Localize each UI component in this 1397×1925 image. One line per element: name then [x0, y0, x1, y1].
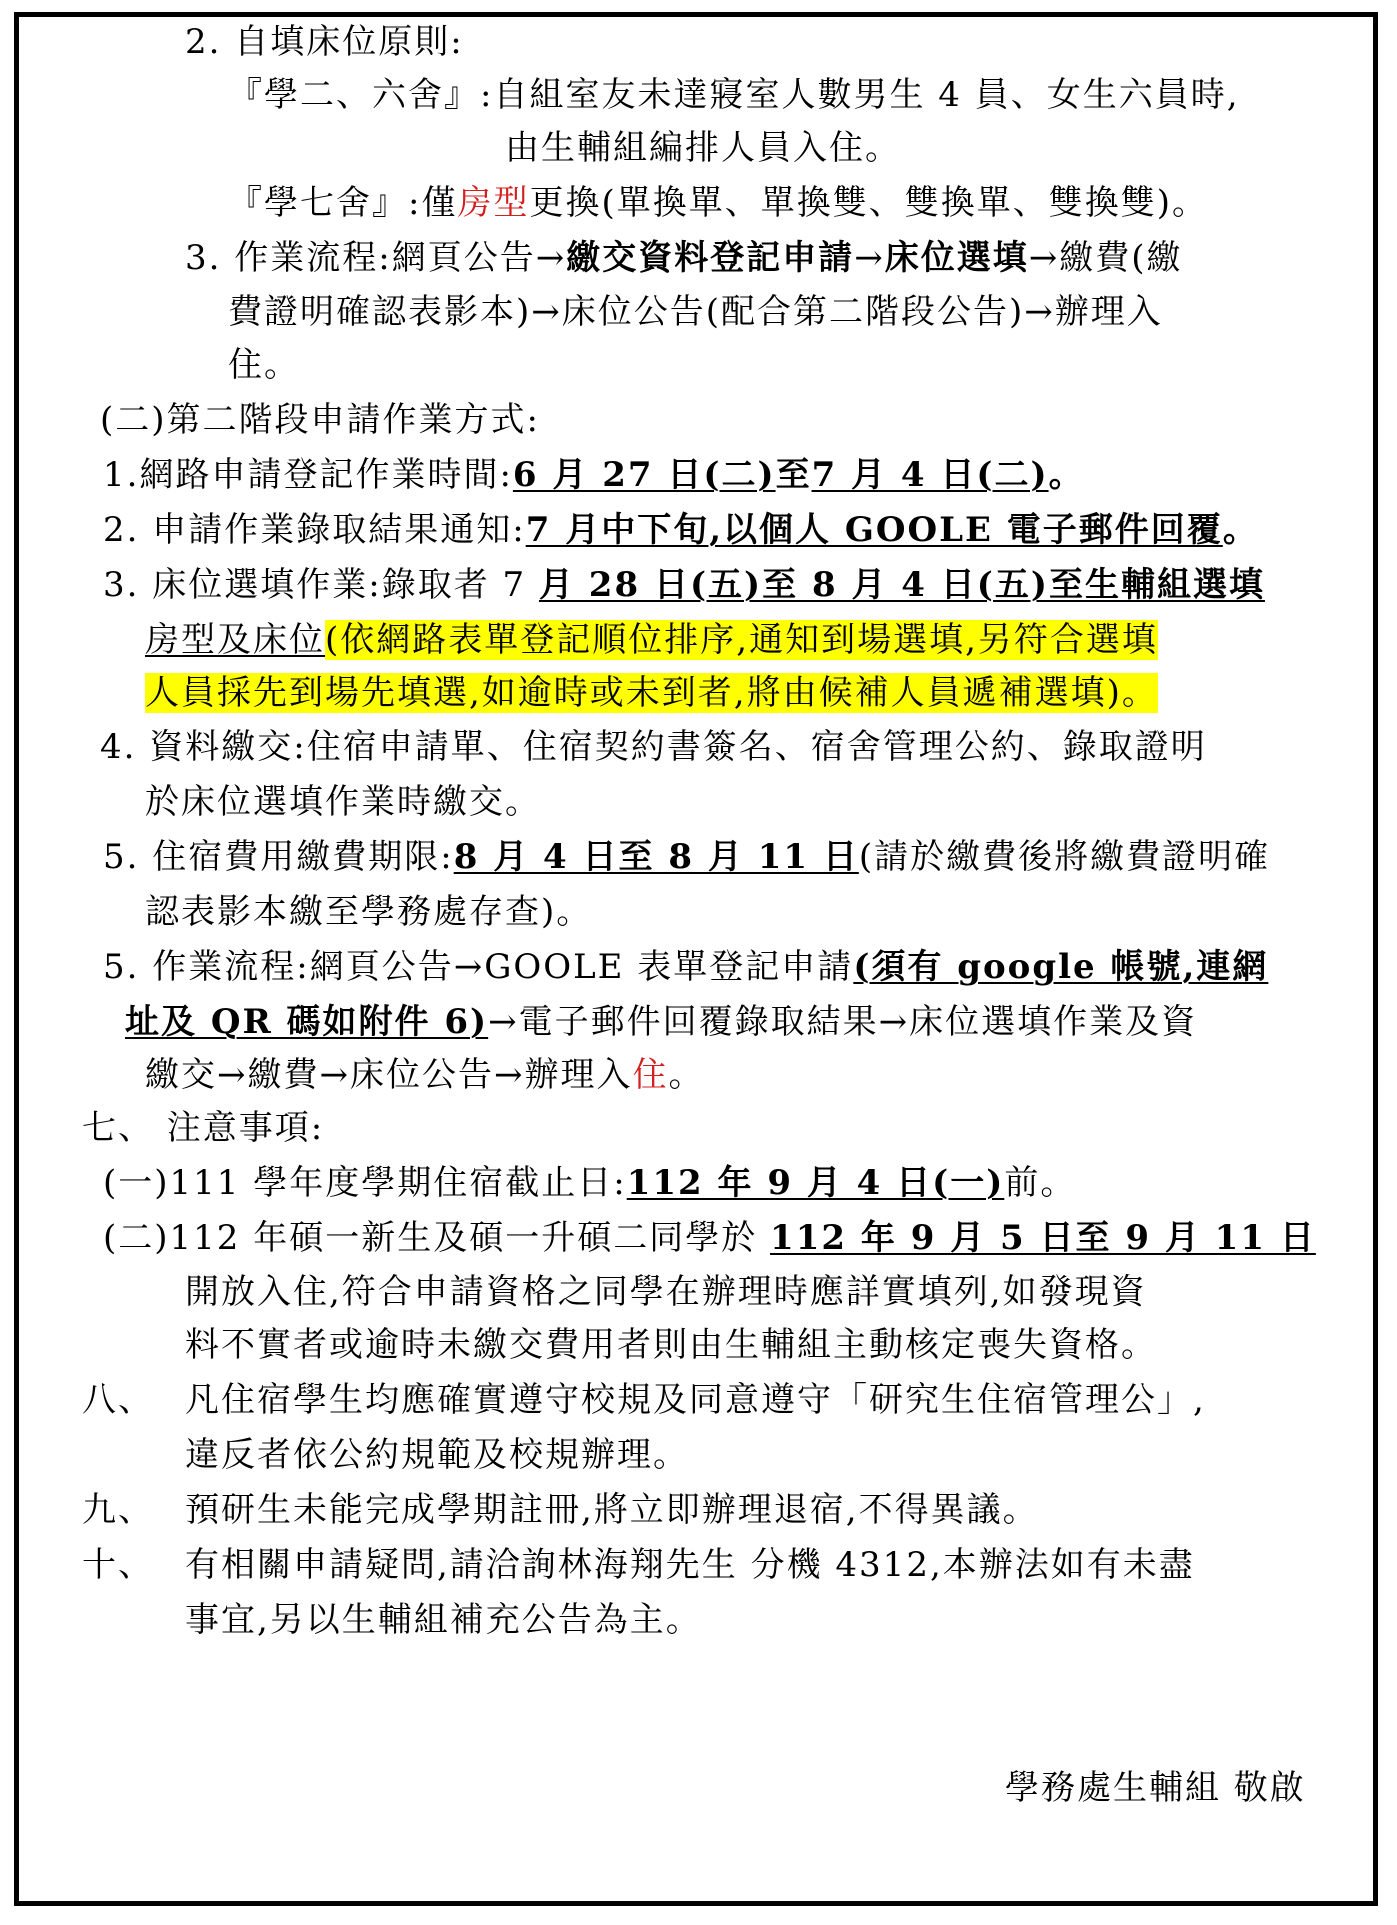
phase2-item-4: 4. 資料繳交:住宿申請單、住宿契約書簽名、宿舍管理公約、錄取證明 — [100, 727, 1207, 767]
highlight-note-1: (依網路表單登記順位排序,通知到場選填,另符合選填 — [325, 620, 1158, 660]
rule-item-3-cont1: 費證明確認表影本)→床位公告(配合第二階段公告)→辦理入 — [228, 292, 1163, 332]
rule-item-2-title: 2. 自填床位原則: — [185, 22, 464, 62]
rule-dorm-2-6-cont: 由生輔組編排人員入住。 — [505, 128, 901, 168]
phase2-item-5: 5. 住宿費用繳費期限:8 月 4 日至 8 月 11 日(請於繳費後將繳費證明確 — [103, 837, 1271, 877]
section-8-text: 凡住宿學生均應確實遵守校規及同意遵守「研究生住宿管理公」, — [185, 1380, 1206, 1420]
phase2-item-6-cont1: 址及 QR 碼如附件 6)→電子郵件回覆錄取結果→床位選填作業及資 — [125, 1002, 1198, 1042]
highlight-note-2: 人員採先到場先填選,如逾時或未到者,將由候補人員遞補選填)。 — [145, 673, 1158, 713]
rule-item-3: 3. 作業流程:網頁公告→繳交資料登記申請→床位選填→繳費(繳 — [185, 238, 1183, 278]
phase2-item-6: 5. 作業流程:網頁公告→GOOLE 表單登記申請(須有 google 帳號,連網 — [103, 947, 1269, 987]
section-8-cont: 違反者依公約規範及校規辦理。 — [185, 1435, 689, 1475]
note-1: (一)111 學年度學期住宿截止日:112 年 9 月 4 日(一)前。 — [103, 1163, 1077, 1203]
phase2-item-4-cont: 於床位選填作業時繳交。 — [145, 782, 541, 822]
section-10-cont: 事宜,另以生輔組補充公告為主。 — [185, 1600, 702, 1640]
notes-heading: 七、 注意事項: — [82, 1108, 325, 1148]
rule-dorm-2-6: 『學二、六舍』:自組室友未達寢室人數男生 4 員、女生六員時, — [228, 75, 1240, 115]
phase2-heading: (二)第二階段申請作業方式: — [100, 400, 540, 440]
section-10-text: 有相關申請疑問,請洽詢林海翔先生 分機 4312,本辦法如有未盡 — [185, 1545, 1195, 1585]
phase2-item-5-cont: 認表影本繳至學務處存查)。 — [145, 892, 593, 932]
phase2-item-1: 1.網路申請登記作業時間:6 月 27 日(二)至7 月 4 日(二)。 — [103, 455, 1085, 495]
section-9-text: 預研生未能完成學期註冊,將立即辦理退宿,不得異議。 — [185, 1490, 1039, 1530]
phase2-item-3: 3. 床位選填作業:錄取者 7 月 28 日(五)至 8 月 4 日(五)至生輔組選填 — [103, 565, 1265, 605]
phase2-item-6-cont2: 繳交→繳費→床位公告→辦理入住。 — [145, 1055, 705, 1095]
section-10-number: 十、 — [82, 1545, 154, 1585]
signature: 學務處生輔組 敬啟 — [1005, 1768, 1306, 1808]
note-2: (二)112 年碩一新生及碩一升碩二同學於 112 年 9 月 5 日至 9 月 11 日 — [103, 1218, 1316, 1258]
phase2-item-3-cont1: 房型及床位(依網路表單登記順位排序,通知到場選填,另符合選填 — [145, 620, 1158, 660]
rule-item-3-cont2: 住。 — [228, 345, 300, 385]
note-2-cont1: 開放入住,符合申請資格之同學在辦理時應詳實填列,如發現資 — [185, 1272, 1147, 1312]
room-type-highlight: 房型 — [457, 183, 530, 223]
rule-dorm-7: 『學七舍』:僅房型更換(單換單、單換雙、雙換單、雙換雙)。 — [228, 183, 1208, 223]
phase2-item-3-cont2 — [145, 673, 1158, 713]
section-8-number: 八、 — [82, 1380, 154, 1420]
phase2-item-2: 2. 申請作業錄取結果通知:7 月中下旬,以個人 GOOLE 電子郵件回覆。 — [103, 510, 1259, 550]
section-9-number: 九、 — [82, 1490, 154, 1530]
note-2-cont2: 料不實者或逾時未繳交費用者則由生輔組主動核定喪失資格。 — [185, 1325, 1157, 1365]
